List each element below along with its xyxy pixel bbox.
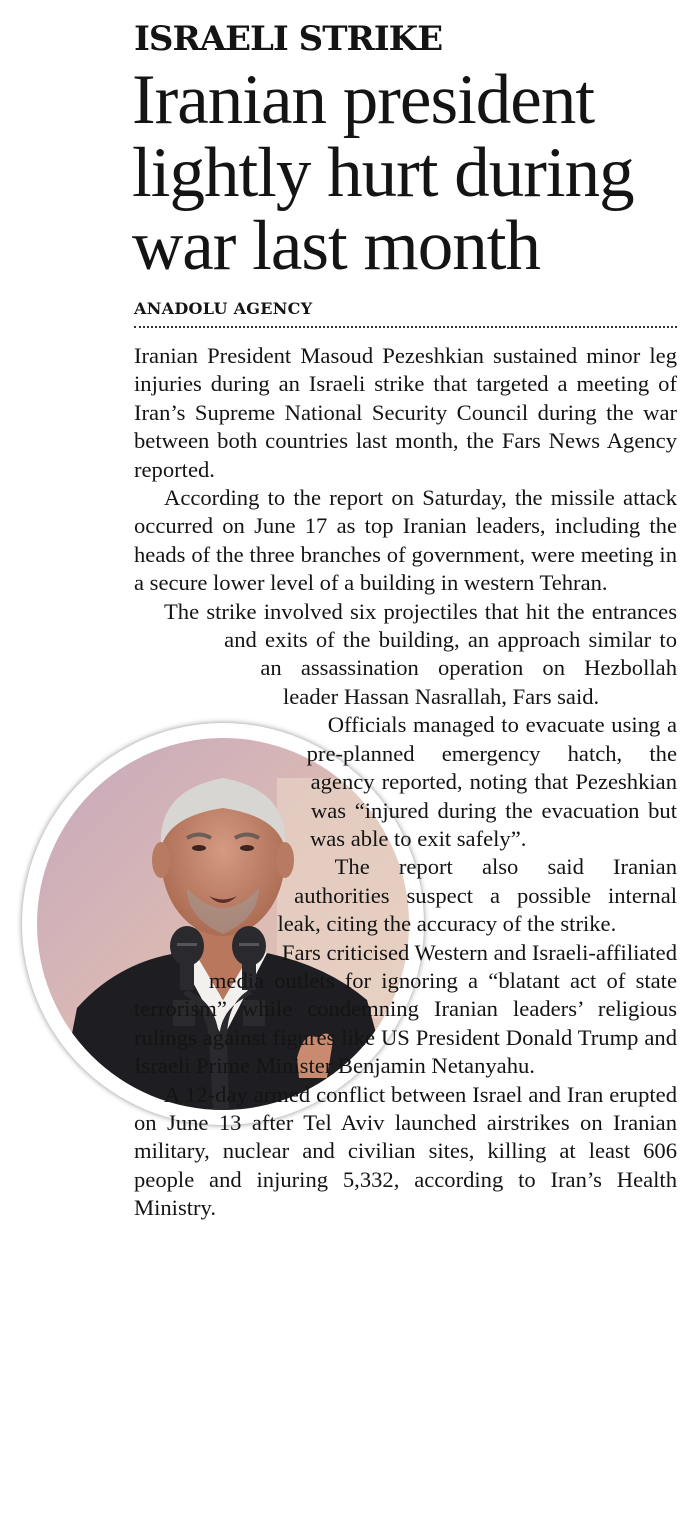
article-paragraph-5: The report also said Iranian authorities suspect a possible internal leak, citing the accuracy of the strike. xyxy=(277,854,677,937)
article-paragraph-3: The strike involved six projectiles that hit the entrances and exits of the building, an approach similar to an assassination operation on Hezbollah leader Hassan Nasrallah, Fars said. xyxy=(164,598,677,709)
article-paragraph-2: According to the report on Saturday, the missile attack occurred on June 17 as top Iranian leaders, including the heads of the three branches of government, were meeting in a secure lower level of a building in western Tehran. xyxy=(134,485,677,596)
article-kicker: ISRAELI STRIKE xyxy=(134,19,443,59)
article-headline: Iranian president lightly hurt during war last month xyxy=(132,61,634,285)
article-body xyxy=(134,342,677,1223)
article-byline: ANADOLU AGENCY xyxy=(134,299,313,318)
news-article xyxy=(134,18,677,1223)
article-paragraph-4: Officials managed to evacuate using a pre-planned emergency hatch, the agency reported, noting that Pezeshkian was “injured during the evacuation but was able to exit safely”. xyxy=(306,712,677,851)
dotted-divider xyxy=(134,326,677,328)
article-paragraph-7: A 12-day armed conflict between Israel and Iran erupted on June 13 after Tel Aviv launched airstrikes on Iranian military, nuclear and civilian sites, killing at least 606 people and injuring 5,332, according to Iran’s Health Ministry. xyxy=(134,1081,677,1221)
article-paragraph-1: Iranian President Masoud Pezeshkian sustained minor leg injuries during an Israeli strike that targeted a meeting of Iran’s Supreme National Security Council during the war between both countries last month, the Fars News Agency reported. xyxy=(134,343,677,482)
article-paragraph-6: Fars criticised Western and Israeli-affiliated media outlets for ignoring a “blatant act of state terrorism” while condemning Iranian leaders’ religious rulings against figures like US President Donald Trump and Israeli Prime Minister Benjamin Netanyahu. xyxy=(134,939,677,1079)
